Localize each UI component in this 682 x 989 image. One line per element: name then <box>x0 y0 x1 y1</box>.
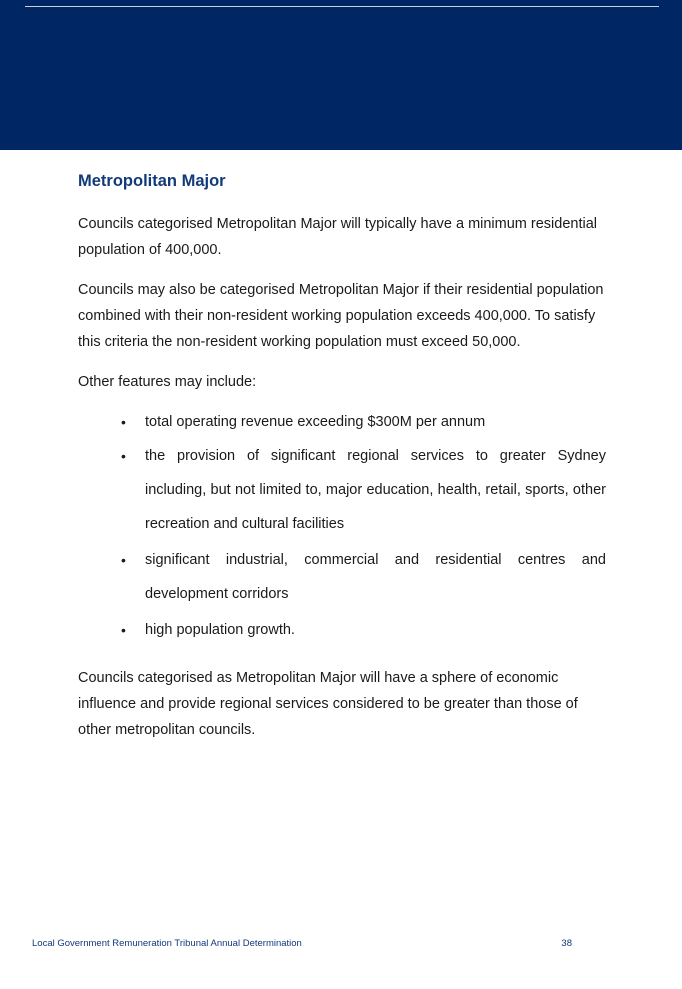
list-item <box>78 409 606 435</box>
list-item <box>78 543 606 611</box>
section-title: Metropolitan Major <box>78 172 226 190</box>
list-item-text: significant industrial, commercial and residential centres and development corridors <box>145 552 606 602</box>
features-list <box>78 409 606 647</box>
list-item <box>78 439 606 541</box>
paragraph-closing: Councils categorised as Metropolitan Major will have a sphere of economic influence and provide regional services considered to be greater than those of other metropolitan councils. <box>78 670 578 738</box>
list-item-text: total operating revenue exceeding $300M per annum <box>145 414 486 430</box>
header-rule <box>25 6 659 7</box>
page-number: 38 <box>561 938 572 949</box>
bullet-icon: • <box>121 622 126 638</box>
bullet-icon: • <box>121 414 126 430</box>
list-item-text: the provision of significant regional services to greater Sydney including, but not limited to, major education, health, retail, sports, other recreation and cultural facilities <box>145 448 606 532</box>
footer-title: Local Government Remuneration Tribunal Annual Determination <box>32 938 302 949</box>
paragraph-combined-population: Councils may also be categorised Metropolitan Major if their residential population combined with their non-resident working population exceeds 400,000. To satisfy this criteria the non-resident working population must exceed 50,000. <box>78 282 604 350</box>
bullet-icon: • <box>121 448 126 464</box>
list-item <box>78 613 606 647</box>
main-content <box>78 169 606 743</box>
bullet-icon: • <box>121 552 126 568</box>
paragraph-minimum-population: Councils categorised Metropolitan Major will typically have a minimum residential population of 400,000. <box>78 216 597 258</box>
list-item-text: high population growth. <box>145 622 295 638</box>
header-band <box>0 0 682 150</box>
paragraph-other-features: Other features may include: <box>78 374 257 390</box>
